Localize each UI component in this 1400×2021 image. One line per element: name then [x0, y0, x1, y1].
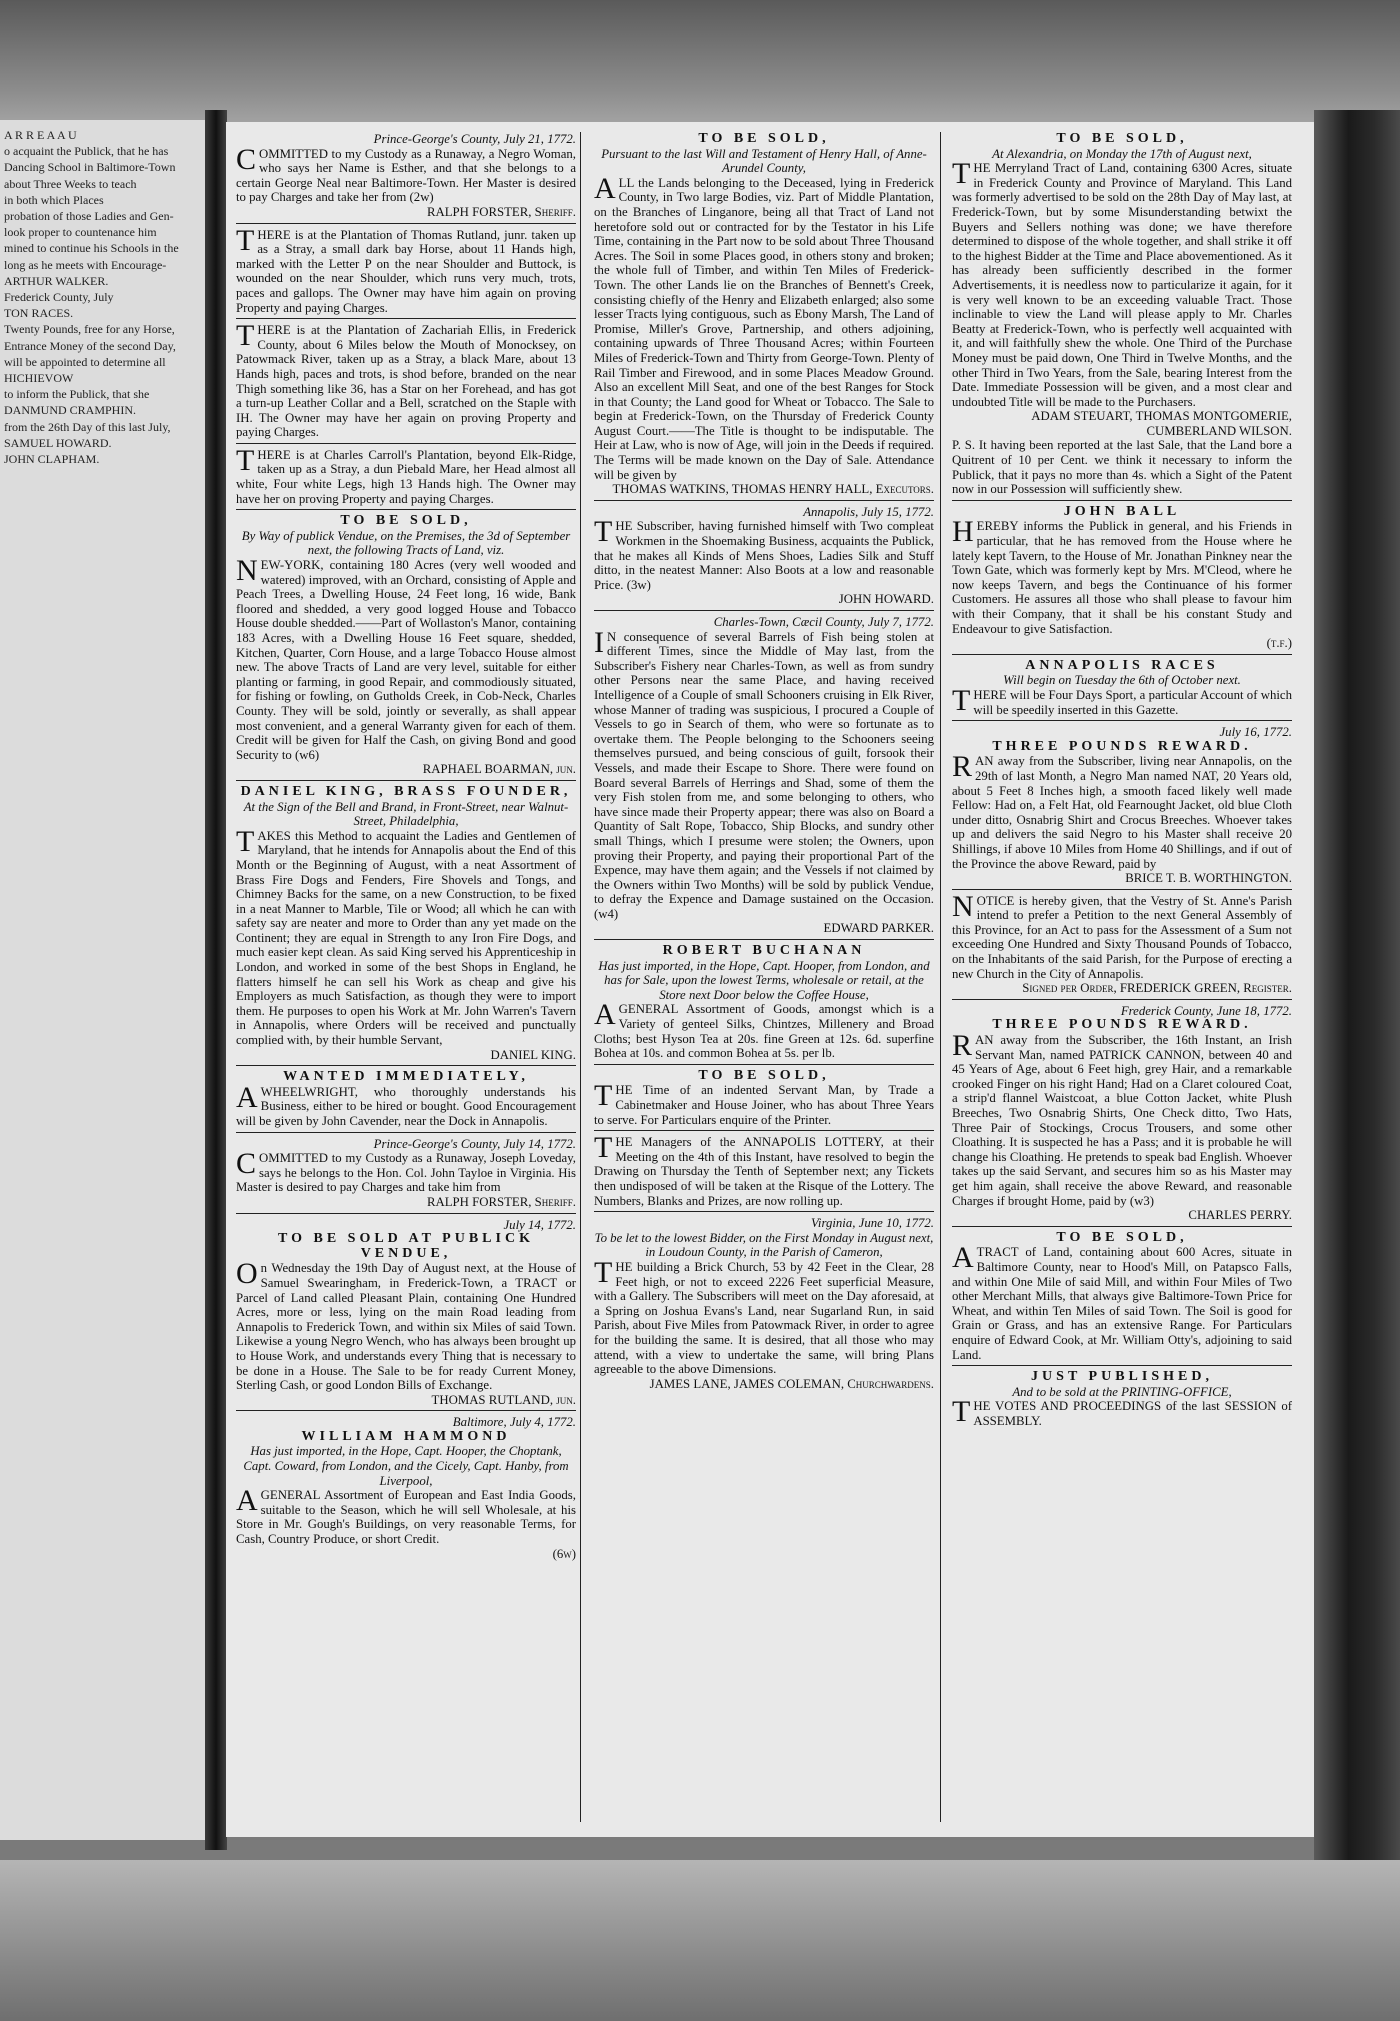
advertisement — [236, 1137, 576, 1214]
advertisement — [236, 223, 576, 320]
ad-signature: BRICE T. B. WORTHINGTON. — [1125, 871, 1292, 886]
ad-signature: CHARLES PERRY. — [1188, 1208, 1292, 1223]
advertisement — [952, 505, 1292, 655]
ad-title: THREE POUNDS REWARD. — [992, 738, 1252, 754]
left-fragment-line: to inform the Publick, that she — [4, 387, 150, 402]
ad-signature: (t.f.) — [1266, 636, 1292, 651]
left-fragment-line: o acquaint the Publick, that he has — [4, 144, 169, 159]
ad-body: THE VOTES AND PROCEEDINGS of the last SESSION of ASSEMBLY. — [952, 1395, 1292, 1429]
book-gutter — [205, 110, 227, 1850]
left-fragment-line: DANMUND CRAMPHIN. — [4, 403, 137, 418]
ad-head: And to be sold at the PRINTING-OFFICE, — [1012, 1384, 1232, 1399]
ad-head: To be let to the lowest Bidder, on the First Monday in August next, in Loudoun County, in the Parish of Cameron, — [594, 1230, 934, 1260]
advertisement — [952, 659, 1292, 721]
ad-title: JUST PUBLISHED, — [1031, 1369, 1213, 1385]
advertisement — [236, 319, 576, 444]
advertisement — [952, 1231, 1292, 1366]
advertisement — [952, 1370, 1292, 1431]
ad-head: By Way of publick Vendue, on the Premises, the 3d of September next, the following Tracts of Land, viz. — [241, 528, 571, 558]
ad-dateline: Prince-George's County, July 14, 1772. — [373, 1136, 576, 1151]
ad-dateline: Annapolis, July 15, 1772. — [803, 504, 934, 519]
ad-body: THE Subscriber, having furnished himself with Two compleat Workmen in the Shoemaking Business, acquaints the Publick, that he makes all Kinds of Mens Shoes, Ladies Silk and Stuff ditto, in the neatest Manner: Also Boots at a low and reasonable Price. (3w) — [594, 515, 934, 592]
ad-signature: EDWARD PARKER. — [823, 921, 934, 936]
ad-body: RAN away from the Subscriber, living near Annapolis, on the 29th of last Month, a Negro Man named NAT, 20 Years old, about 5 Feet 8 Inches high, a smooth faced likely well made Fellow: Had on, a Felt Hat, old Fearnought Jacket, old blue Cloth under ditto, Osnabrig Shirt and Crocus Breeches. Whoever takes up and delivers the said Negro to his Master shall receive 20 Shillings, if above 10 Miles from Home 40 Shillings, and if out of the Province the above Reward, paid by — [952, 750, 1292, 871]
advertisement — [594, 505, 934, 611]
scan-bottom-shadow — [0, 1860, 1400, 2021]
ad-signature: RAPHAEL BOARMAN, jun. — [422, 762, 576, 777]
column-rule — [940, 132, 941, 1822]
ad-dateline: Virginia, June 10, 1772. — [811, 1216, 934, 1231]
left-page-fragment — [0, 120, 210, 1840]
ad-title: DANIEL KING, BRASS FOUNDER, — [240, 783, 572, 799]
column-rule — [580, 132, 581, 1822]
ad-body: TAKES this Method to acquaint the Ladies and Gentlemen of Maryland, that he intends for Annapolis about the End of this Month or the Beginning of August, with a neat Assortment of Brass Fire Dogs and Fenders, Fire Shovels and Tongs, and Chimney Backs for the same, on a new Construction, to be fixed in a neat Manner to Marble, Tile or Wood; all which he can with safety say are neater and more to Order than any yet made on the Continent; they are equal in Strength to any Iron Fire Dogs, and much easier kept clean. As said King served his Apprenticeship in London, and worked in some of the best Shops in England, he flatters himself he can sell his Work as cheap and give his Employers as much Satisfaction, as though they were to import them. He purposes to open his Work at Mr. John Warren's Tavern in Annapolis, where Orders will be received and punctually complied with, by their humble Servant, — [236, 824, 576, 1048]
ad-body: NEW-YORK, containing 180 Acres (very well wooded and watered) improved, with an Orchard, consisting of Apple and Peach Trees, a Dwelling House, 24 Feet long, 16 wide, Bank floored and shedded, a very good logged House and Tobacco House double shedded.——Part of Wollaston's Manor, containing 183 Acres, with a Dwelling House 16 Feet square, shedded, Kitchen, Quarter, Corn House, and a large Tobacco House almost new. The above Tracts of Land are very level, suitable for either planting or farming, in good Repair, and commodiously situated, for fishing or fowling, on Gutholds Creek, in Cob-Neck, Charles County. They will be sold, jointly or severally, as shall appear most convenient, and a general Warranty given for each of them. Credit will be given for Half the Cash, on giving Bond and good Security to (w6) — [236, 554, 576, 762]
ad-dateline: Charles-Town, Cæcil County, July 7, 1772. — [713, 615, 934, 629]
ad-body: THE Time of an indented Servant Man, by Trade a Cabinetmaker and House Joiner, who has about Three Years to serve. For Particulars enquire of the Printer. — [594, 1079, 934, 1127]
ad-body: IN consequence of several Barrels of Fish being stolen at different Times, since the Middle of May last, from the Subscriber's Fishery near Charles-Town, as well as from sundry other Persons near the same Place, and having received Intelligence of a Couple of small Schooners cruising in Elk River, whose Manner of trading was suspicious, I procured a Couple of Vessels to go in Search of them, who were so fortunate as to overtake them. The People belonging to the Schooners seeing themselves pursued, and being conscious of guilt, forsook their Vessels, and made their Escape to Shore. There were found on Board several Barrels of Herrings and Shad, some of them the very Fish stolen from me, and some belonging to others, who have since made their Property appear; there was also on Board a Quantity of Salt Rope, Tobacco, Ship Blocks, and sundry other small Things, which I presume were stolen; the Owners, upon proving their Property, and paying their proportional Part of the Expence, may have them again; and the Vessels if not claimed by the Owners within Two Months) will be sold by publick Vendue, to defray the Expence and Damage sustained on the Occasion. (w4) — [594, 625, 934, 921]
ad-body: THERE will be Four Days Sport, a particular Account of which will be speedily inserted in this Gazette. — [952, 683, 1292, 717]
ad-body: COMMITTED to my Custody as a Runaway, Joseph Loveday, says he belongs to the Hon. Col. John Tayloe in Virginia. His Master is desired to pay Charges and take him from — [236, 1147, 576, 1195]
ad-title: THREE POUNDS REWARD. — [992, 1017, 1252, 1033]
ad-body: AGENERAL Assortment of Goods, amongst which is a Variety of genteel Silks, Chintzes, Millenery and Broad Cloths; best Hyson Tea at 20s. fine Green at 12s. 6d. superfine Bohea at 10s. and common Bohea at 5s. per lb. — [594, 998, 934, 1061]
left-fragment-line: mined to continue his Schools in the — [4, 241, 179, 256]
ad-signature: THOMAS WATKINS, THOMAS HENRY HALL, Executors. — [612, 482, 934, 497]
advertisement — [594, 1216, 934, 1394]
ad-signature: JAMES LANE, JAMES COLEMAN, Churchwardens. — [649, 1376, 934, 1391]
advertisement — [952, 725, 1292, 890]
ad-signature: THOMAS RUTLAND, jun. — [431, 1392, 576, 1407]
ad-body: HEREBY informs the Publick in general, and his Friends in particular, that he has removed from the House where he lately kept Tavern, to the House of Mr. Jonathan Pinkney near the Town Gate, which was formerly kept by Mrs. M'Cleod, where he now keeps Tavern, and begs the Continuance of his former Customers. He assures all those who shall please to favour him with their Company, that it shall be his constant Study and Endeavour to give Satisfaction. — [952, 515, 1292, 636]
ad-body: COMMITTED to my Custody as a Runaway, a Negro Woman, who says her Name is Esther, and that she belongs to a certain George Neal near Baltimore-Town. Her Master is desired to pay Charges and take her from (2w) — [236, 142, 576, 205]
advertisement — [236, 443, 576, 510]
ad-title: WILLIAM HAMMOND — [301, 1428, 511, 1444]
ad-signature: RALPH FORSTER, Sheriff. — [426, 204, 576, 219]
ad-body: ATRACT of Land, containing about 600 Acres, situate in Baltimore County, near to Hood's Mill, on Patapsco Falls, and within One Mile of said Mill, and within Four Miles of Two other Merchant Mills, that always give Baltimore-Town Price for Wheat, and within Ten Miles of said Town. The Soil is good for Grain or Grass, and has an extensive Range. For Particulars enquire of Edward Cook, at Mr. William Otty's, adjoining to said Land. — [952, 1241, 1292, 1362]
left-fragment-line: ARTHUR WALKER. — [4, 273, 109, 288]
ad-title: TO BE SOLD, — [698, 1067, 830, 1083]
left-fragment-line: will be appointed to determine all — [4, 354, 166, 369]
column-3 — [952, 132, 1292, 1822]
left-fragment-line: Frederick County, July — [4, 290, 114, 305]
column-1 — [236, 132, 576, 1822]
advertisement — [952, 889, 1292, 1000]
ad-body: ALL the Lands belonging to the Deceased, lying in Frederick County, in Two large Bodies, viz. Part of Middle Plantation, on the Branches of Linganore, being all that Tract of Land not heretofore sold out or contracted for by the Testator in his Life Time, containing in the Part now to be sold about Three Thousand Acres. The Soil in some Places good, in others stony and broken; the whole full of Timber, and within Ten Miles of Frederick-Town. The other Lands lie on the Branches of Bennett's Creek, consisting chiefly of the Henry and Elizabeth enlarged; also some lesser Tracts lying contiguous, such as Ebony Marsh, The Land of Promise, Miller's Grove, Partnership, and others adjoining, containing upwards of Three Thousand Acres; within Fourteen Miles of Frederick-Town and Thirty from George-Town. Plenty of Rail Timber and Firewood, and in some Places Meadow Ground. Also an excellent Mill Seat, and one of the best Ranges for Stock in that County; the Land good for Wheat or Tobacco. The Sale to begin at Frederick-Town, on the Thursday of Frederick County August Court.——The Title is thought to be indisputable. The Heir at Law, who is now of Age, will join in the Deeds if required. The Terms will be made known on the Day of Sale. Attendance will be given by — [594, 171, 934, 482]
ad-signature: DANIEL KING. — [490, 1047, 576, 1062]
left-fragment-line: A R R E A A U — [4, 128, 77, 142]
advertisement — [594, 1131, 934, 1212]
advertisement — [952, 132, 1292, 501]
advertisement — [236, 1218, 576, 1412]
ad-body: THE Merryland Tract of Land, containing 6300 Acres, situate in Frederick County and Province of Maryland. This Land was formerly advertised to be sold on the 28th Day of May last, at Frederick-Town, but by some Misunderstanding betwixt the Buyers and Sellers nothing was done; we have therefore determined to dispose of the whole together, and shall strike it off to the highest Bidder at the Time and Place abovementioned. As it has already been sufficiently described in the former Advertisements, it is needless now to particularize it again, for it is very well known to be an exceeding valuable Tract. Those inclinable to view the Land will please apply to Mr. Charles Beatty at Frederick-Town, who is perfectly well acquainted with it, and will faithfully shew the whole. One Third of the Purchase Money must be paid down, One Third in Twelve Months, and the other Third in Two Years, from the Sale, bearing Interest from the Date. Immediate Possession will be given, and a most clear and undoubted Title will be made to the Purchasers. — [952, 157, 1292, 409]
ad-dateline: July 14, 1772. — [503, 1217, 576, 1232]
left-fragment-line: HICHIEVOW — [4, 371, 74, 386]
book-page-edges — [1314, 110, 1400, 1860]
ad-dateline: Frederick County, June 18, 1772. — [1120, 1003, 1292, 1018]
left-fragment-line: probation of those Ladies and Gen- — [4, 209, 174, 224]
newspaper-page — [226, 122, 1314, 1837]
ad-body: THERE is at the Plantation of Zachariah Ellis, in Frederick County, about 6 Miles below the Mouth of Monocksey, on Patowmack River, taken up as a Stray, a black Mare, about 13 Hands high, paces and trots, is shod before, branded on the near Thigh something like 36, has a Star on her Forehead, and has got a turn-up Leather Collar and a Bell, scratched on the Staple with IH. The Owner may have her again on proving Property and paying Charges. — [236, 319, 576, 440]
ad-head: Pursuant to the last Will and Testament of Henry Hall, of Anne-Arundel County, — [601, 146, 927, 176]
ad-body: On Wednesday the 19th Day of August next, at the House of Samuel Swearingham, in Frederick-Town, a TRACT or Parcel of Land called Pleasant Plain, containing One Hundred Acres, more or less, lying on the main Road leading from Annapolis to Frederick Town, and within six Miles of said Town. Likewise a young Negro Wench, who has always been brought up to House Work, and understands every Thing that is necessary to be done in a House. The Sale to be for ready Current Money, Sterling Cash, or good London Bills of Exchange. — [236, 1257, 576, 1393]
ad-head: Will begin on Tuesday the 6th of October next. — [1003, 673, 1241, 688]
advertisement — [952, 1004, 1292, 1227]
left-fragment-line: in both which Places — [4, 192, 104, 207]
left-fragment-line: SAMUEL HOWARD. — [4, 435, 112, 450]
ad-head: Has just imported, in the Hope, Capt. Hooper, from London, and has for Sale, upon the lowest Terms, wholesale or retail, at the Store next Door below the Coffee House, — [598, 958, 930, 1002]
ad-dateline: Prince-George's County, July 21, 1772. — [373, 132, 576, 146]
left-fragment-line: TON RACES. — [4, 306, 74, 321]
ad-note: P. S. It having been reported at the last Sale, that the Land bore a Quitrent of 10 per Cent. we think it necessary to inform the Publick, that it pays no more than 4s. which a Sight of the Patent now in our Possession will sufficiently shew. — [952, 438, 1292, 497]
ad-body: THE Managers of the ANNAPOLIS LOTTERY, at their Meeting on the 4th of this Instant, have resolved to begin the Drawing on Thursday the Tenth of September next; any Tickets then undisposed of will be taken at the Risque of the Lottery. The Numbers, Blanks and Prizes, are now rolling up. — [594, 1131, 934, 1208]
ad-dateline: July 16, 1772. — [1219, 725, 1292, 740]
ad-title: TO BE SOLD, — [698, 132, 830, 146]
ad-dateline: Baltimore, July 4, 1772. — [452, 1415, 576, 1430]
left-fragment-line: about Three Weeks to teach — [4, 176, 137, 191]
advertisement — [594, 132, 934, 501]
ad-body: AWHEELWRIGHT, who thoroughly understands his Business, either to be hired or bought. Good Encouragement will be given by John Cavender, near the Dock in Annapolis. — [236, 1080, 576, 1128]
ad-signature: ADAM STEUART, THOMAS MONTGOMERIE, CUMBERLAND WILSON. — [1031, 409, 1292, 438]
ad-body: THERE is at the Plantation of Thomas Rutland, junr. taken up as a Stray, a small dark bay Horse, about 11 Hands high, marked with the Letter P on the near Shoulder and Buttock, is wounded on the near Shoulder, which runs very much, trots, paces and gallops. The Owner may have him again on proving Property and paying Charges. — [236, 223, 576, 315]
ad-signature: (6w) — [552, 1546, 576, 1561]
ad-body: AGENERAL Assortment of European and East India Goods, suitable to the Season, which he will sell Wholesale, at his Store in Mr. Gough's Buildings, on very reasonable Terms, for Cash, Country Produce, or short Credit. — [236, 1484, 576, 1547]
advertisement — [236, 1070, 576, 1132]
ad-title: TO BE SOLD AT PUBLICK VENDUE, — [278, 1231, 534, 1261]
left-fragment-line: JOHN CLAPHAM. — [4, 452, 100, 467]
ad-title: JOHN BALL — [1063, 503, 1181, 519]
ad-title: ROBERT BUCHANAN — [662, 943, 866, 959]
ad-body: THE building a Brick Church, 53 by 42 Feet in the Clear, 28 Feet high, or not to exceed 2226 Feet superficial Measure, with a Gallery. The Subscribers will meet on the Day aforesaid, at a Spring on Joshua Evans's Land, near Sugarland Run, in said Parish, about Five Miles from Patowmack River, in order to agree for the building the same. It is desired, that all those who may attend, with a view to undertake the same, will bring Plans agreeable to the above Dimensions. — [594, 1255, 934, 1377]
ad-title: TO BE SOLD, — [340, 513, 472, 529]
ad-signature: JOHN HOWARD. — [838, 592, 934, 607]
left-fragment-line: look proper to countenance him — [4, 225, 157, 240]
ad-body: NOTICE is hereby given, that the Vestry of St. Anne's Parish intend to prefer a Petition to the next General Assembly of this Province, for an Act to pass for the Assessment of a Sum not exceeding One Hundred and Sixty Thousand Pounds of Tobacco, on the Inhabitants of the said Parish, for the Purpose of erecting a new Church in the City of Annapolis. — [952, 889, 1292, 981]
advertisement — [594, 615, 934, 940]
ad-body: THERE is at Charles Carroll's Plantation, beyond Elk-Ridge, taken up as a Stray, a dun Piebald Mare, her Head almost all white, Four white Legs, high 13 Hands high. The Owner may have her on proving Property and paying Charges. — [236, 443, 576, 506]
left-fragment-line: from the 26th Day of this last July, — [4, 419, 171, 434]
left-page-text — [4, 128, 202, 468]
left-fragment-line: Entrance Money of the second Day, — [4, 338, 176, 353]
advertisement — [236, 1415, 576, 1564]
ad-title: ANNAPOLIS RACES — [1025, 657, 1219, 673]
ad-head: At Alexandria, on Monday the 17th of August next, — [992, 146, 1252, 161]
ad-title: WANTED IMMEDIATELY, — [283, 1069, 529, 1085]
left-fragment-line: long as he meets with Encourage- — [4, 257, 167, 272]
left-fragment-line: Dancing School in Baltimore-Town — [4, 160, 176, 175]
advertisement — [236, 132, 576, 224]
column-2 — [594, 132, 934, 1822]
ad-head: Has just imported, in the Hope, Capt. Hooper, the Choptank, Capt. Coward, from London, and the Cicely, Capt. Hanby, from Liverpool, — [243, 1444, 569, 1488]
ad-signature: RALPH FORSTER, Sheriff. — [426, 1194, 576, 1209]
advertisement — [594, 944, 934, 1065]
ad-body: RAN away from the Subscriber, the 16th Instant, an Irish Servant Man, named PATRICK CANNON, between 40 and 45 Years of Age, about 6 Feet high, grey Hair, and a remarkable crooked Finger on his right Hand; Had on a Claret coloured Coat, a strip'd flannel Waistcoat, a blue Cotton Jacket, white Plush Breeches, Two Osnabrig Shirts, One Check ditto, Two Hats, Three Pair of Stockings, Crocus Trousers, and some other Cloathing. It is suspected he has a Pass; and it is probable he will change his Cloathing. He pretends to speak bad English. Whoever takes up the said Servant, and secures him so as his Master may get him again, shall receive the above Reward, and reasonable Charges if brought Home, paid by (w3) — [952, 1029, 1292, 1208]
ad-signature: Signed per Order, FREDERICK GREEN, Register. — [1022, 981, 1292, 996]
ad-title: TO BE SOLD, — [1056, 132, 1188, 146]
advertisement — [236, 514, 576, 781]
left-fragment-line: Twenty Pounds, free for any Horse, — [4, 322, 175, 337]
ad-title: TO BE SOLD, — [1056, 1229, 1188, 1245]
advertisement — [236, 785, 576, 1066]
ad-head: At the Sign of the Bell and Brand, in Front-Street, near Walnut-Street, Philadelphia, — [243, 799, 569, 829]
advertisement — [594, 1069, 934, 1131]
